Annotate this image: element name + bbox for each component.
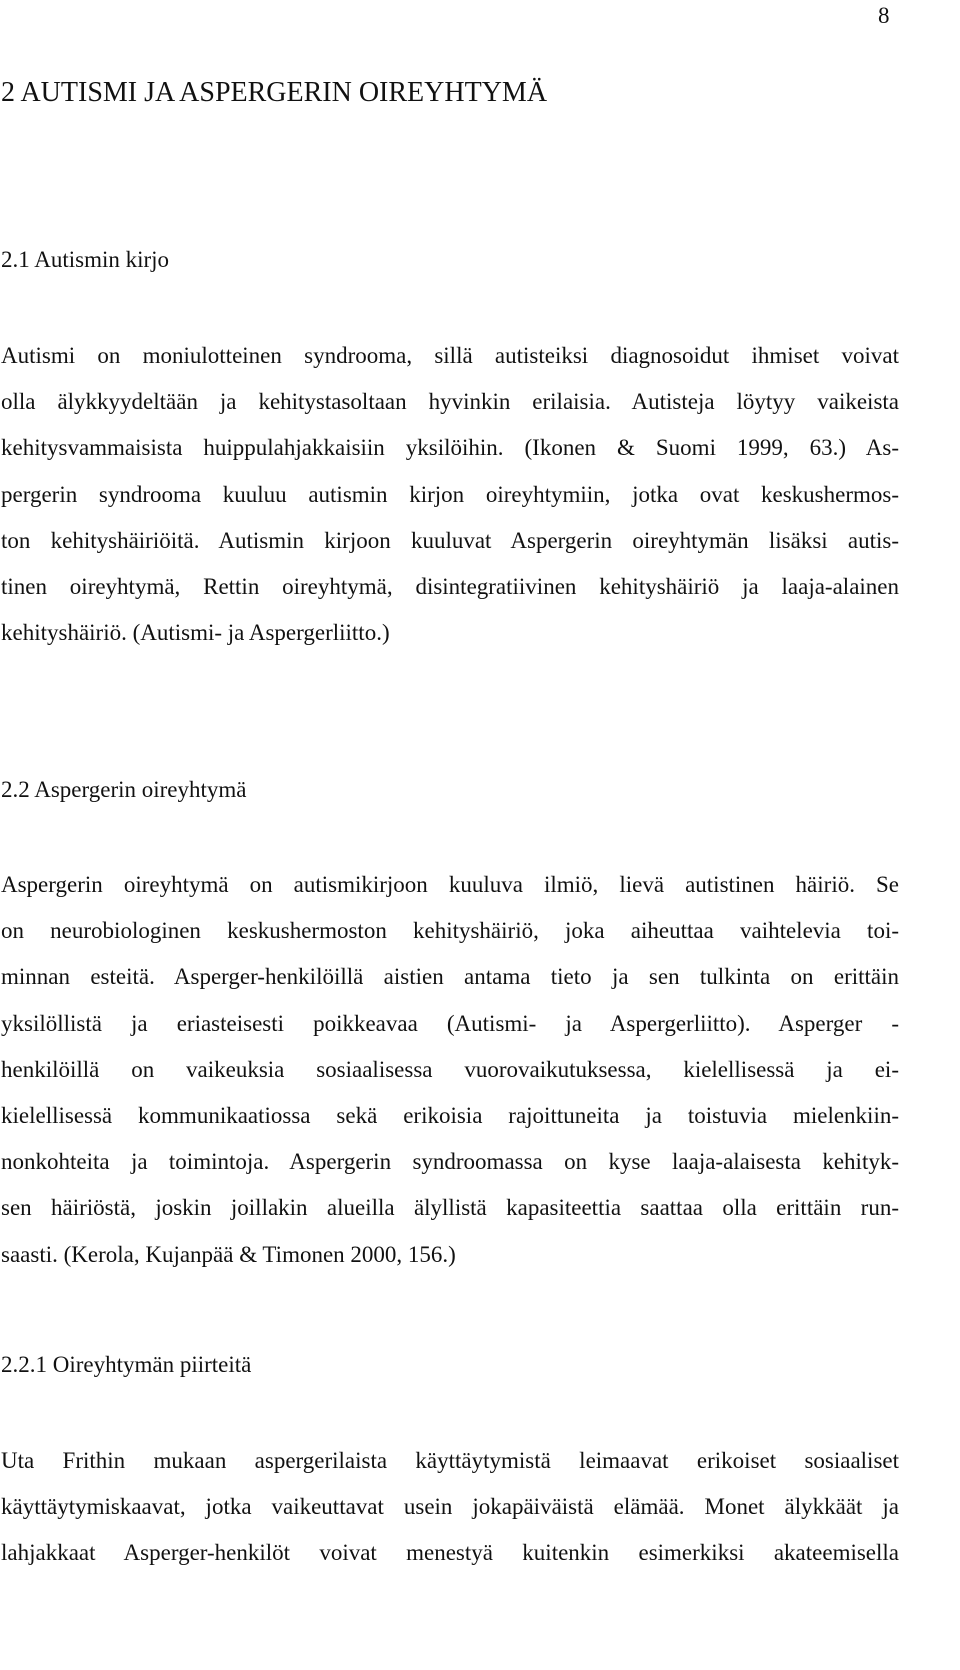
text-line: henkilöillä on vaikeuksia sosiaalisessa vuorovaikutuksessa, kielellisessä ja ei- bbox=[1, 1056, 899, 1082]
text-line: Autismi on moniulotteinen syndrooma, sillä autisteiksi diagnosoidut ihmiset voivat bbox=[1, 343, 899, 368]
text-line: lahjakkaat Asperger-henkilöt voivat menestyä kuitenkin esimerkiksi akateemisella bbox=[1, 1540, 899, 1566]
section-heading-2-2: 2.2 Aspergerin oireyhtymä bbox=[1, 777, 247, 802]
text-line: kehitysvammaisista huippulahjakkaisiin yksilöihin. (Ikonen & Suomi 1999, 63.) As- bbox=[1, 435, 899, 461]
text-line: kehityshäiriö. (Autismi- ja Aspergerliitto.) bbox=[1, 620, 390, 646]
page-number: 8 bbox=[878, 3, 890, 28]
text-line: saasti. (Kerola, Kujanpää & Timonen 2000, 156.) bbox=[1, 1241, 456, 1267]
text-line: tinen oireyhtymä, Rettin oireyhtymä, disintegratiivinen kehityshäiriö ja laaja-alainen bbox=[1, 574, 899, 600]
text-line: Uta Frithin mukaan aspergerilaista käyttäytymistä leimaavat erikoiset sosiaaliset bbox=[1, 1448, 899, 1473]
text-line: yksilöllistä ja eriasteisesti poikkeavaa (Autismi- ja Aspergerliitto). Asperger - bbox=[1, 1010, 899, 1036]
text-line: minnan esteitä. Asperger-henkilöillä aistien antama tieto ja sen tulkinta on erittäin bbox=[1, 964, 899, 990]
text-line: nonkohteita ja toimintoja. Aspergerin syndroomassa on kyse laaja-alaisesta kehityk- bbox=[1, 1149, 899, 1175]
text-line: pergerin syndrooma kuuluu autismin kirjon oireyhtymiin, jotka ovat keskushermos- bbox=[1, 481, 899, 507]
paragraph-asperger-syndrome bbox=[1, 862, 899, 1278]
paragraph-autism-spectrum bbox=[1, 333, 899, 656]
text-line: kielellisessä kommunikaatiossa sekä erikoisia rajoittuneita ja toistuvia mielenkiin- bbox=[1, 1103, 899, 1129]
text-line: sen häiriöstä, joskin joillakin alueilla älyllistä kapasiteettia saattaa olla erittäin run- bbox=[1, 1195, 899, 1221]
section-heading-2-2-1: 2.2.1 Oireyhtymän piirteitä bbox=[1, 1352, 252, 1377]
text-line: on neurobiologinen keskushermoston kehityshäiriö, joka aiheuttaa vaihtelevia toi- bbox=[1, 918, 899, 944]
section-heading-2-1: 2.1 Autismin kirjo bbox=[1, 247, 170, 272]
text-line: olla älykkyydeltään ja kehitystasoltaan hyvinkin erilaisia. Autisteja löytyy vaikeista bbox=[1, 389, 899, 415]
paragraph-syndrome-features bbox=[1, 1438, 899, 1577]
text-line: Aspergerin oireyhtymä on autismikirjoon kuuluva ilmiö, lievä autistinen häiriö. Se bbox=[1, 872, 899, 897]
text-line: ton kehityshäiriöitä. Autismin kirjoon kuuluvat Aspergerin oireyhtymän lisäksi autis- bbox=[1, 527, 899, 553]
text-line: käyttäytymiskaavat, jotka vaikeuttavat usein jokapäiväistä elämää. Monet älykkäät ja bbox=[1, 1494, 899, 1520]
chapter-title: 2 AUTISMI JA ASPERGERIN OIREYHTYMÄ bbox=[1, 77, 548, 108]
